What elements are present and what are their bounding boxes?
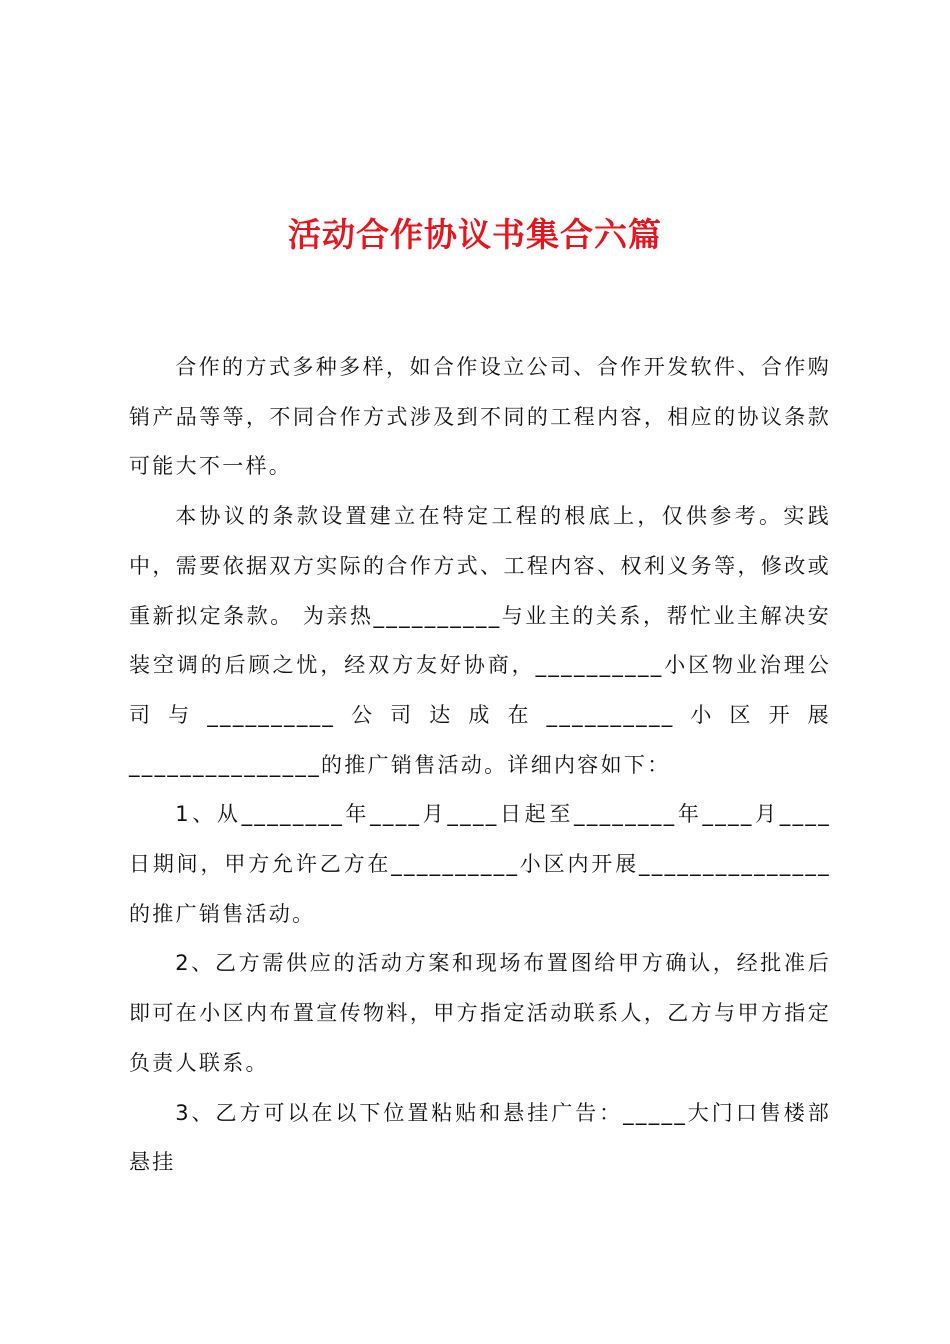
clause-1: 1、从________年____月____日起至________年____月____日期间，甲方允许乙方在__________小区内开展_______________的推广销售活动。: [129, 802, 831, 926]
clause-3: 3、乙方可以在以下位置粘贴和悬挂广告：_____大门口售楼部悬挂: [129, 1100, 831, 1175]
document-body: [129, 343, 831, 1188]
document-title: 活动合作协议书集合六篇: [288, 215, 662, 254]
paragraph-intro: 合作的方式多种多样，如合作设立公司、合作开发软件、合作购销产品等等，不同合作方式涉及到不同的工程内容，相应的协议条款可能大不一样。: [129, 355, 831, 479]
clause-2: 2、乙方需供应的活动方案和现场布置图给甲方确认，经批准后即可在小区内布置宣传物料，甲方指定活动联系人，乙方与甲方指定负责人联系。: [129, 951, 831, 1075]
paragraph-preamble: 本协议的条款设置建立在特定工程的根底上，仅供参考。实践中，需要依据双方实际的合作方式、工程内容、权利义务等，修改或重新拟定条款。 为亲热__________与业主的关系，帮忙业主解决安装空调的后顾之忧，经双方友好协商，__________小区物业治理公司与__________公司达成在__________小区开展_______________的推广销售活动。详细内容如下：: [129, 504, 831, 777]
